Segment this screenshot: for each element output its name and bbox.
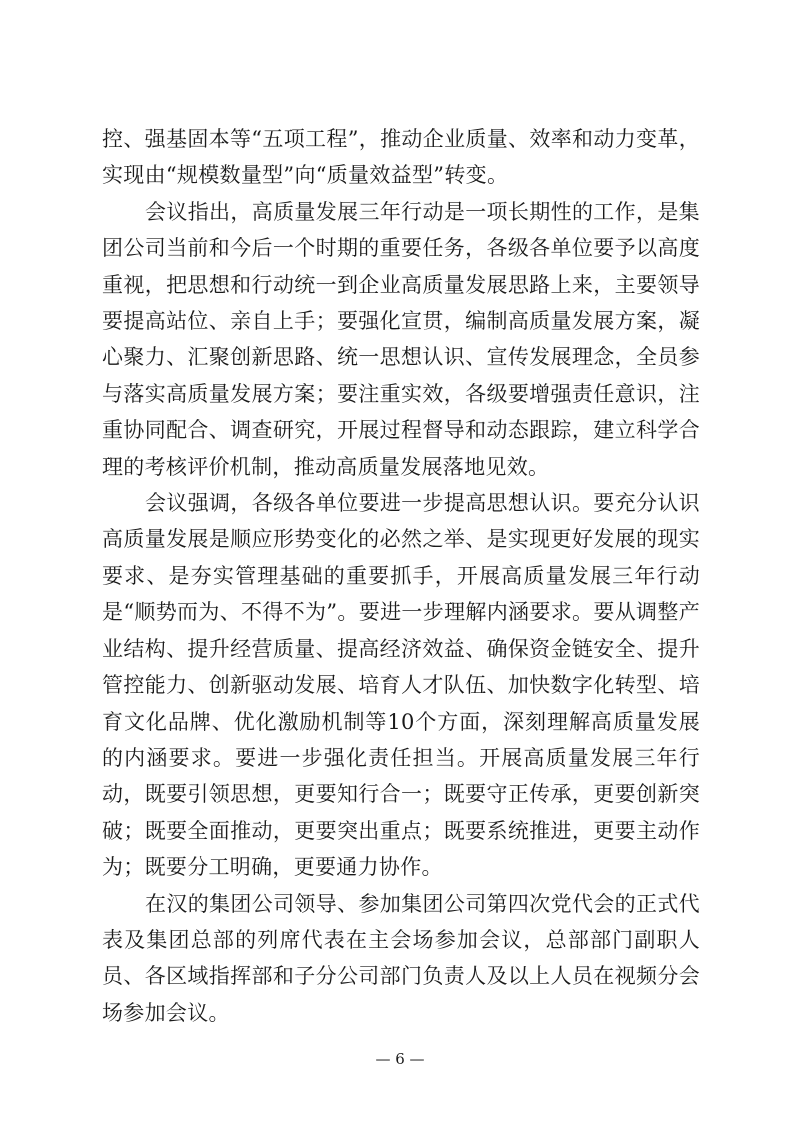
paragraph-meeting-pointed-out: 会议指出，高质量发展三年行动是一项长期性的工作，是集团公司当前和今后一个时期的重要任务，各级各单位要予以高度重视，把思想和行动统一到企业高质量发展思路上来，主要领导要提高站位、亲自上手；要强化宣贯，编制高质量发展方案，凝心聚力、汇聚创新思路、统一思想认识、宣传发展理念，全员参与落实高质量发展方案；要注重实效，各级要增强责任意识，注重协同配合、调查研究，开展过程督导和动态跟踪，建立科学合理的考核评价机制，推动高质量发展落地见效。 — [102, 199, 700, 479]
paragraph-meeting-emphasized: 会议强调，各级各单位要进一步提高思想认识。要充分认识高质量发展是顺应形势变化的必然之举、是实现更好发展的现实要求、是夯实管理基础的重要抓手，开展高质量发展三年行动是“顺势而为、不得不为”。要进一步理解内涵要求。要从调整产业结构、提升经营质量、提高经济效益、确保资金链安全、提升管控能力、创新驱动发展、培育人才队伍、加快数字化转型、培育文化品牌、优化激励机制等10个方面，深刻理解高质量发展的内涵要求。要进一步强化责任担当。开展高质量发展三年行动，既要引领思想，更要知行合一；既要守正传承，更要创新突破；既要全面推动，更要突出重点；既要系统推进，更要主动作为；既要分工明确，更要通力协作。 — [102, 491, 700, 880]
document-body — [102, 121, 700, 1031]
paragraph-continuation: 控、强基固本等“五项工程”，推动企业质量、效率和动力变革，实现由“规模数量型”向“质量效益型”转变。 — [102, 127, 700, 188]
page-number: — 6 — — [375, 1050, 425, 1068]
paragraph-attendees: 在汉的集团公司领导、参加集团公司第四次党代会的正式代表及集团总部的列席代表在主会场参加会议，总部部门副职人员、各区域指挥部和子分公司部门负责人及以上人员在视频分会场参加会议。 — [102, 891, 700, 1025]
